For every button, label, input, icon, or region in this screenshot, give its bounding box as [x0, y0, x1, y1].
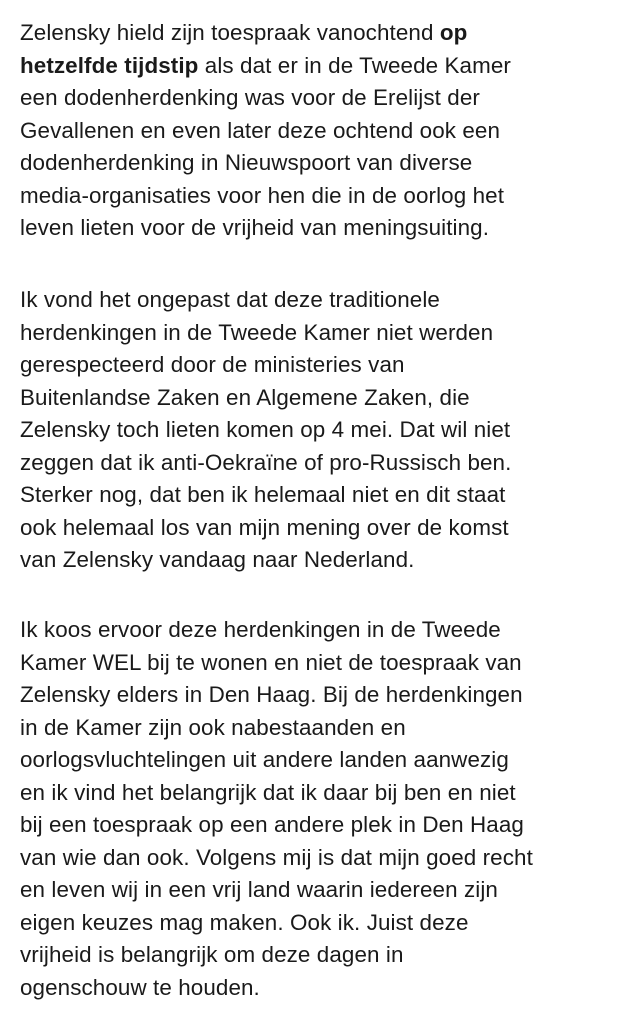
paragraph-3	[20, 614, 620, 1004]
text-line	[20, 479, 620, 512]
text-line	[20, 907, 620, 940]
text-line	[20, 50, 620, 83]
text-line	[20, 647, 620, 680]
text-line	[20, 147, 620, 180]
text-run: Buitenlandse Zaken en Algemene Zaken, die	[20, 384, 470, 410]
text-line	[20, 679, 620, 712]
text-line	[20, 317, 620, 350]
text-line	[20, 809, 620, 842]
paragraph-1	[20, 17, 620, 245]
text-line	[20, 512, 620, 545]
text-line	[20, 82, 620, 115]
text-run: Zelensky elders in Den Haag. Bij de herdenkingen	[20, 682, 523, 707]
text-run: Zelensky toch lieten komen op 4 mei. Dat wil niet	[20, 417, 511, 442]
text-line	[20, 284, 620, 317]
bold-text: hetzelfde tijdstip	[20, 52, 199, 78]
text-run: eigen keuzes mag maken. Ook ik. Juist deze	[20, 909, 469, 935]
text-run: dodenherdenking in Nieuwspoort van diverse	[20, 150, 473, 175]
paragraph-2	[20, 284, 620, 577]
text-run: en ik vind het belangrijk dat ik daar bij ben en niet	[20, 779, 516, 805]
text-run: vrijheid is belangrijk om deze dagen in	[20, 942, 404, 967]
text-run: Ik koos ervoor deze herdenkingen in de Tweede	[20, 617, 501, 642]
text-line	[20, 614, 620, 647]
text-line	[20, 414, 620, 447]
text-run: van Zelensky vandaag naar Nederland.	[20, 547, 415, 572]
text-run: Ik vond het ongepast dat deze traditionele	[20, 287, 440, 312]
text-line	[20, 180, 620, 213]
text-run: Kamer WEL bij te wonen en niet de toespraak van	[20, 649, 522, 675]
text-run: zeggen dat ik anti-Oekraïne of pro-Russisch ben.	[20, 449, 512, 475]
text-line	[20, 212, 620, 245]
text-run: als dat er in de Tweede Kamer	[198, 52, 511, 78]
text-line	[20, 939, 620, 972]
text-run: ook helemaal los van mijn mening over de komst	[20, 514, 509, 540]
text-run: Gevallenen en even later deze ochtend ook een	[20, 117, 501, 143]
text-line	[20, 349, 620, 382]
text-line	[20, 17, 620, 50]
text-run: Sterker nog, dat ben ik helemaal niet en dit staat	[20, 482, 506, 507]
text-line	[20, 874, 620, 907]
text-run: in de Kamer zijn ook nabestaanden en	[20, 714, 406, 740]
text-line	[20, 777, 620, 810]
text-line	[20, 712, 620, 745]
text-run: een dodenherdenking was voor de Erelijst der	[20, 85, 480, 110]
text-run: herdenkingen in de Tweede Kamer niet werden	[20, 319, 494, 345]
text-run: media-organisaties voor hen die in de oorlog het	[20, 182, 505, 208]
text-run: gerespecteerd door de ministeries van	[20, 352, 405, 377]
text-line	[20, 382, 620, 415]
text-line	[20, 544, 620, 577]
text-run: oorlogsvluchtelingen uit andere landen aanwezig	[20, 747, 509, 772]
bold-text: op	[439, 20, 468, 45]
text-run: van wie dan ook. Volgens mij is dat mijn goed recht	[20, 844, 533, 870]
text-line	[20, 972, 620, 1005]
text-line	[20, 115, 620, 148]
text-run: leven lieten voor de vrijheid van meningsuiting.	[20, 215, 490, 240]
text-run: ogenschouw te houden.	[20, 974, 260, 1000]
text-line	[20, 447, 620, 480]
text-line	[20, 744, 620, 777]
text-run: bij een toespraak op een andere plek in Den Haag	[20, 812, 524, 837]
text-run: Zelensky hield zijn toespraak vanochtend	[20, 20, 440, 45]
text-line	[20, 842, 620, 875]
text-run: en leven wij in een vrij land waarin iedereen zijn	[20, 877, 498, 902]
